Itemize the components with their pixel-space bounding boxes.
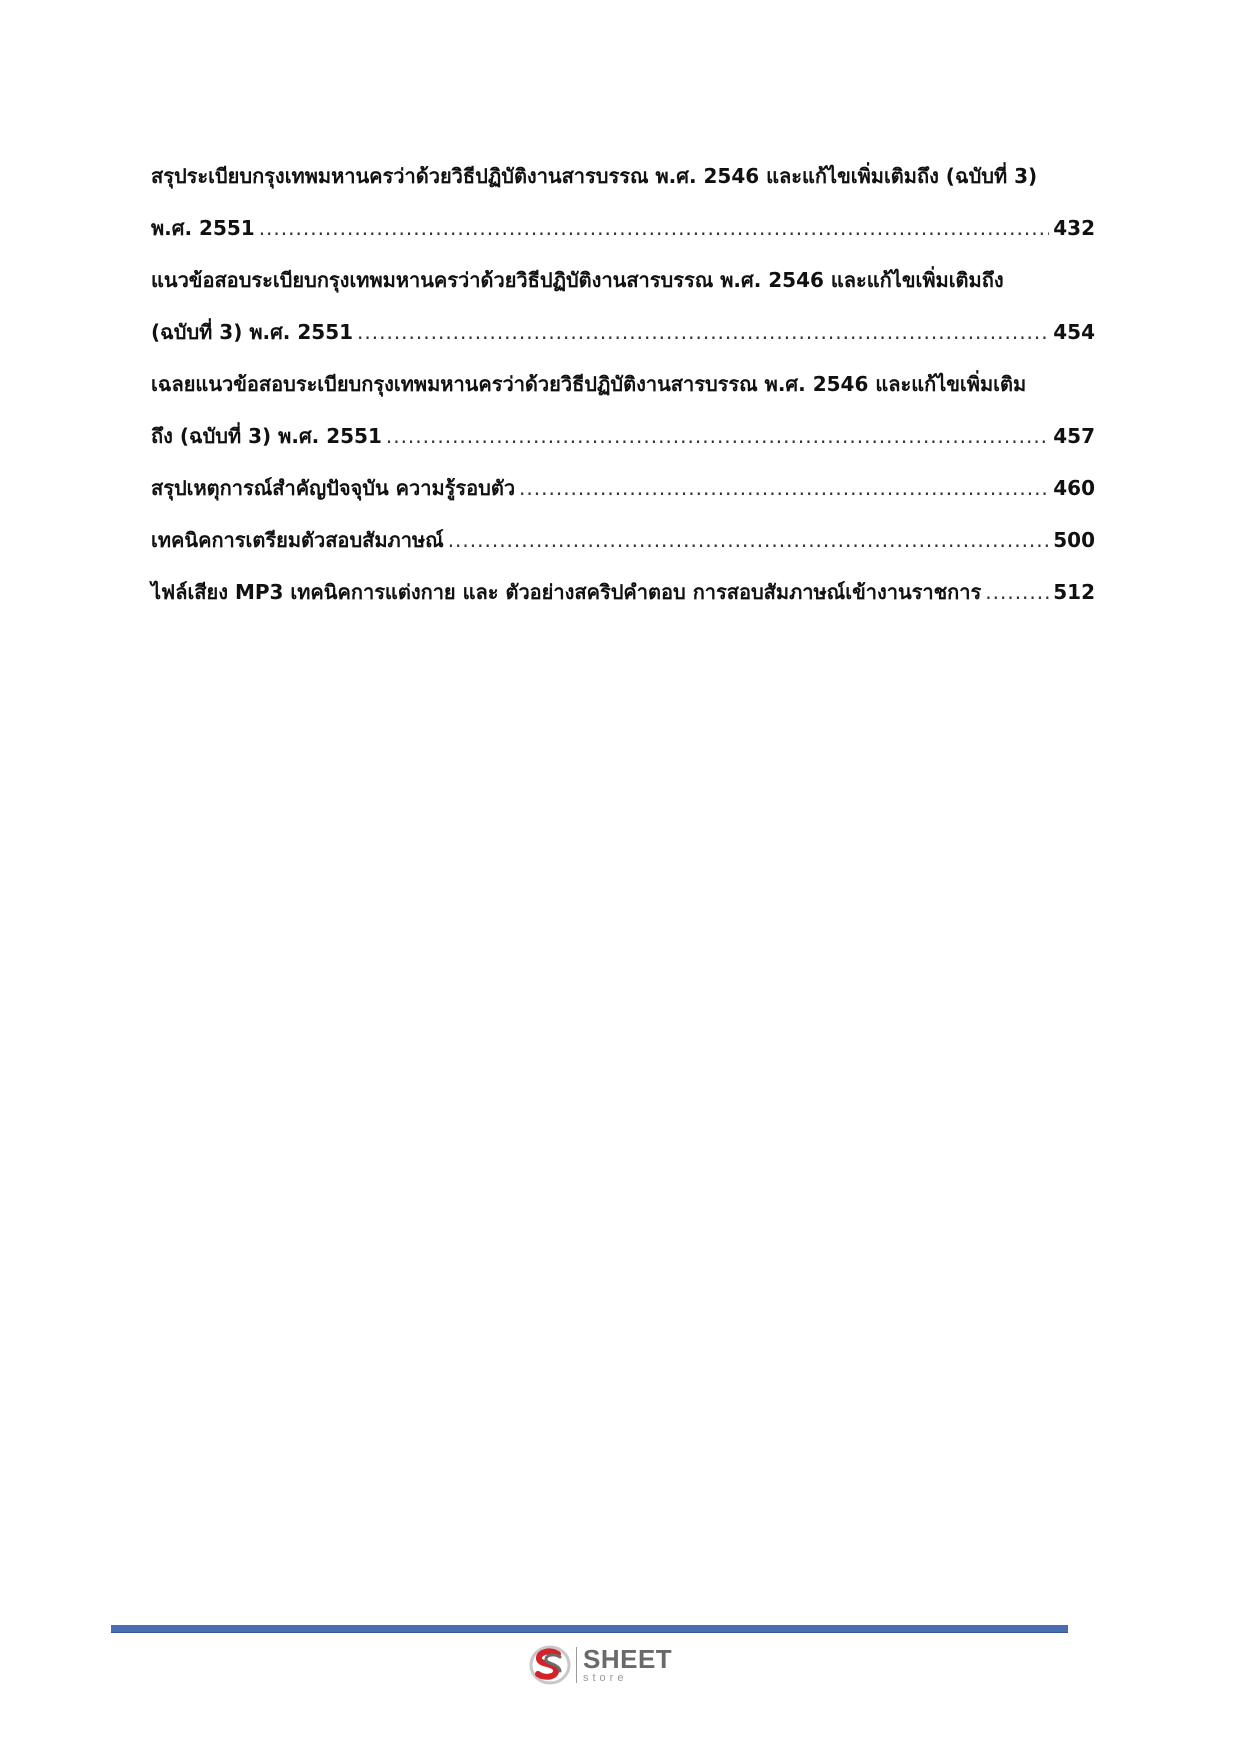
toc-entry[interactable] [151,150,1095,254]
toc-entry[interactable] [151,358,1095,462]
dot-leader [386,410,1049,462]
toc-entry-title: แนวข้อสอบระเบียบกรุงเทพมหานครว่าด้วยวิธีปฏิบัติงานสารบรรณ พ.ศ. 2546 และแก้ไขเพิ่มเติมถึง [151,268,1004,292]
toc-page-number: 432 [1053,216,1095,240]
toc-entry[interactable] [151,462,1095,514]
toc-page-number: 512 [1053,580,1095,604]
toc-entry-title: ไฟล์เสียง MP3 เทคนิคการแต่งกาย และ ตัวอย่างสคริปคำตอบ การสอบสัมภาษณ์เข้างานราชการ [151,580,982,604]
sheet-store-logo [528,1643,672,1687]
logo-wordmark: SHEET [583,1644,673,1674]
toc-entry-title-cont: (ฉบับที่ 3) พ.ศ. 2551 [151,320,354,344]
toc-entry-title-cont: พ.ศ. 2551 [151,216,255,240]
dot-leader [519,462,1049,514]
dot-leader [985,566,1049,618]
toc-page-number: 460 [1053,476,1095,500]
logo-subtext: store [583,1672,628,1684]
sheet-store-logo-icon [528,1643,572,1687]
toc-entry-title: เทคนิคการเตรียมตัวสอบสัมภาษณ์ [151,528,444,552]
dot-leader [259,202,1050,254]
dot-leader [357,306,1049,358]
logo-separator [576,1647,577,1683]
toc-entry-title-cont: ถึง (ฉบับที่ 3) พ.ศ. 2551 [151,424,382,448]
toc-entry-title: สรุปเหตุการณ์สำคัญปัจจุบัน ความรู้รอบตัว [151,476,516,500]
dot-leader [448,514,1050,566]
toc-page-number: 457 [1053,424,1095,448]
toc-entry[interactable] [151,566,1095,618]
toc-entry[interactable] [151,514,1095,566]
toc-entry[interactable] [151,254,1095,358]
footer-divider [111,1625,1068,1633]
toc-entry-title: เฉลยแนวข้อสอบระเบียบกรุงเทพมหานครว่าด้วยวิธีปฏิบัติงานสารบรรณ พ.ศ. 2546 และแก้ไขเพิ่มเติม [151,372,1027,396]
toc-page-number: 454 [1053,320,1095,344]
toc-entry-title: สรุประเบียบกรุงเทพมหานครว่าด้วยวิธีปฏิบัติงานสารบรรณ พ.ศ. 2546 และแก้ไขเพิ่มเติมถึง (ฉบับที่ 3) [151,164,1038,188]
table-of-contents [151,150,1095,618]
toc-page-number: 500 [1053,528,1095,552]
